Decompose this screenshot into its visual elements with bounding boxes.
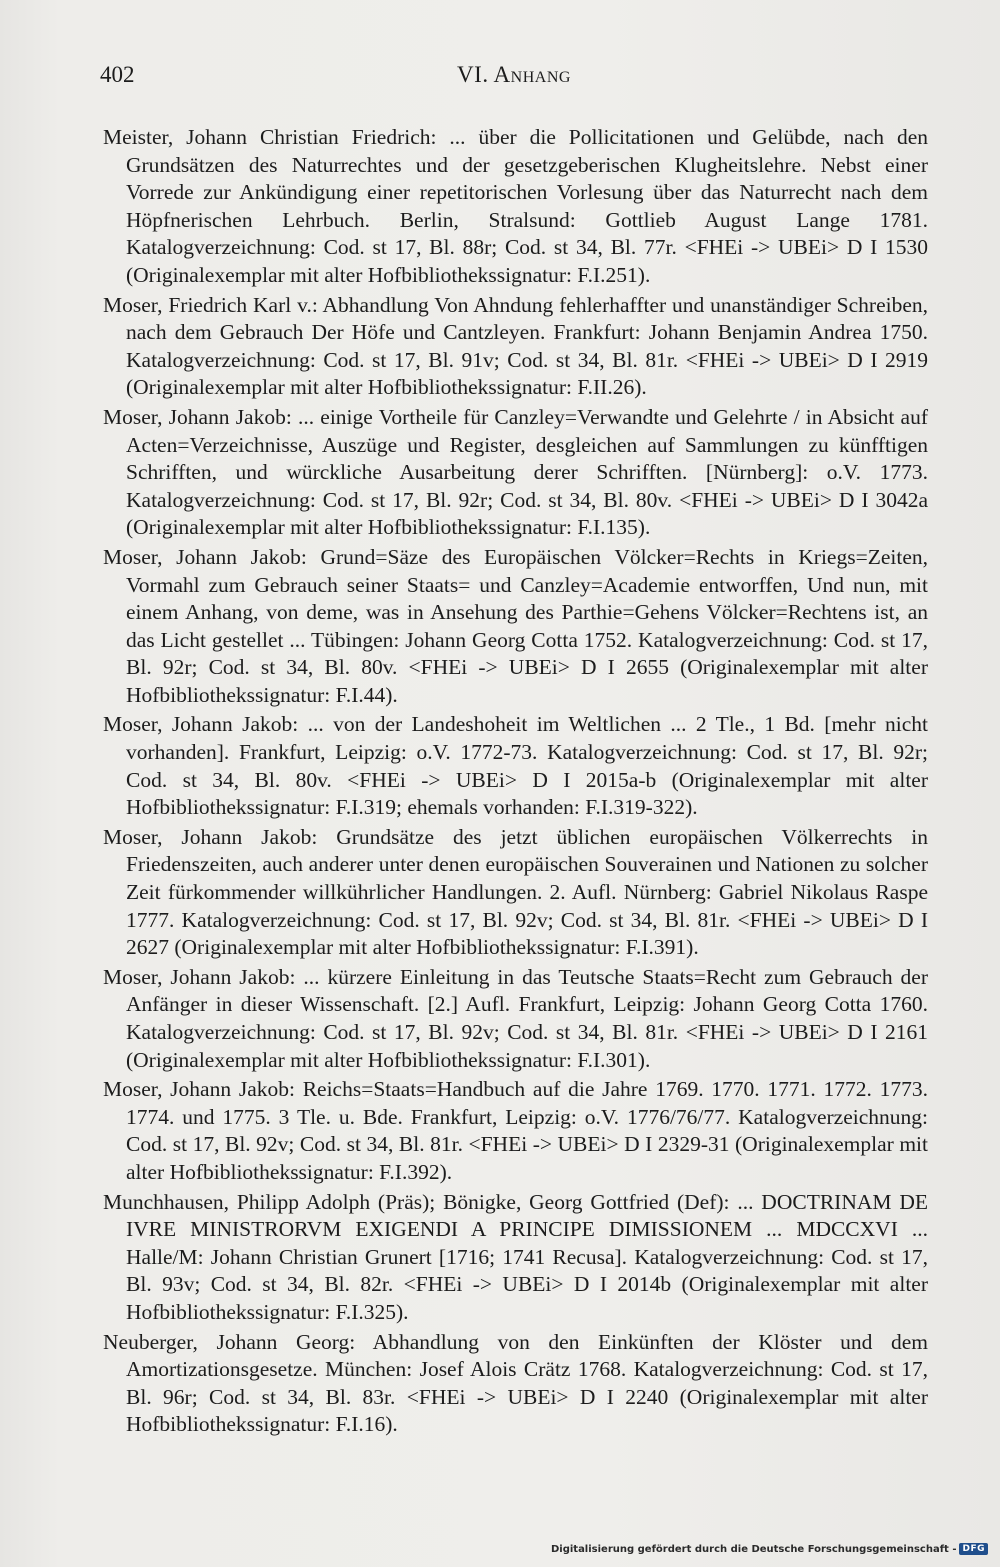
bibliography-list (103, 124, 928, 1441)
bibliography-entry: Moser, Johann Jakob: ... von der Landeshoheit im Weltlichen ... 2 Tle., 1 Bd. [mehr nicht vorhanden]. Frankfurt, Leipzig: o.V. 1772-73. Katalogverzeichnung: Cod. st 17, Bl. 92r; Cod. st 34, Bl. 80v. <FHEi -> UBEi> D I 2015a-b (Originalexemplar mit alter Hofbibliothekssignatur: F.I.319; ehemals vorhanden: F.I.319-322). (103, 712, 928, 820)
bibliography-entry: Moser, Johann Jakob: Grund=Säze des Europäischen Völcker=Rechts in Kriegs=Zeiten, Vormahl zum Gebrauch seiner Staats= und Canzley=Academie entworffen, Und nun, mit einem Anhang, von deme, was in Ansehung des Parthie=Gehens Völcker=Rechtens ist, an das Licht gestellet ... Tübingen: Johann Georg Cotta 1752. Katalogverzeichnung: Cod. st 17, Bl. 92r; Cod. st 34, Bl. 80v. <FHEi -> UBEi> D I 2655 (Originalexemplar mit alter Hofbibliothekssignatur: F.I.44). (103, 544, 928, 707)
bibliography-entry: Neuberger, Johann Georg: Abhandlung von den Einkünften der Klöster und dem Amortizationsgesetze. München: Josef Alois Crätz 1768. Katalogverzeichnung: Cod. st 17, Bl. 96r; Cod. st 34, Bl. 83r. <FHEi -> UBEi> D I 2240 (Originalexemplar mit alter Hofbibliothekssignatur: F.I.16). (103, 1329, 928, 1437)
bibliography-entry: Moser, Johann Jakob: Reichs=Staats=Handbuch auf die Jahre 1769. 1770. 1771. 1772. 1773. 1774. und 1775. 3 Tle. u. Bde. Frankfurt, Leipzig: o.V. 1776/76/77. Katalogverzeichnung: Cod. st 17, Bl. 92v; Cod. st 34, Bl. 81r. <FHEi -> UBEi> D I 2329-31 (Originalexemplar mit alter Hofbibliothekssignatur: F.I.392). (103, 1077, 928, 1184)
bibliography-entry: Moser, Friedrich Karl v.: Abhandlung Von Ahndung fehlerhaffter und unanständiger Schreiben, nach dem Gebrauch Der Höfe und Cantzleyen. Frankfurt: Johann Benjamin Andrea 1750. Katalogverzeichnung: Cod. st 17, Bl. 91v; Cod. st 34, Bl. 81r. <FHEi -> UBEi> D I 2919 (Originalexemplar mit alter Hofbibliothekssignatur: F.II.26). (103, 292, 928, 400)
bibliography-entry: Meister, Johann Christian Friedrich: ... über die Pollicitationen und Gelübde, nach den Grundsätzen des Naturrechtes und der gesetzgeberischen Klugheitslehre. Nebst einer Vorrede zur Ankündigung einer repetitorischen Vorlesung über das Naturrecht nach dem Höpfnerischen Lehrbuch. Berlin, Stralsund: Gottlieb August Lange 1781. Katalogverzeichnung: Cod. st 17, Bl. 88r; Cod. st 34, Bl. 77r. <FHEi -> UBEi> D I 1530 (Originalexemplar mit alter Hofbibliothekssignatur: F.I.251). (103, 125, 928, 287)
page-header (100, 62, 928, 96)
bibliography-entry: Moser, Johann Jakob: ... kürzere Einleitung in das Teutsche Staats=Recht zum Gebrauch der Anfänger in dieser Wissenschaft. [2.] Aufl. Frankfurt, Leipzig: Johann Georg Cotta 1760. Katalogverzeichnung: Cod. st 17, Bl. 92v; Cod. st 34, Bl. 81r. <FHEi -> UBEi> D I 2161 (Originalexemplar mit alter Hofbibliothekssignatur: F.I.301). (103, 964, 928, 1072)
credit-text: Digitalisierung gefördert durch die Deutsche Forschungsgemeinschaft - (550, 1543, 957, 1555)
running-title: VI. Anhang (457, 62, 571, 87)
bibliography-entry: Munchhausen, Philipp Adolph (Präs); Bönigke, Georg Gottfried (Def): ... DOCTRINAM DE IVRE MINISTRORVM EXIGENDI A PRINCIPE DIMISSIONEM ... MDCCXVI ... Halle/M: Johann Christian Grunert [1716; 1741 Recusa]. Katalogverzeichnung: Cod. st 17, Bl. 93v; Cod. st 34, Bl. 82r. <FHEi -> UBEi> D I 2014b (Originalexemplar mit alter Hofbibliothekssignatur: F.I.325). (103, 1189, 928, 1324)
dfg-logo-icon: DFG (959, 1543, 988, 1555)
bibliography-entry: Moser, Johann Jakob: ... einige Vortheile für Canzley=Verwandte und Gelehrte / in Absicht auf Acten=Verzeichnisse, Auszüge und Register, desgleichen auf Sammlungen zu künfftigen Schrifften, und würckliche Ausarbeitung derer Schrifften. [Nürnberg]: o.V. 1773. Katalogverzeichnung: Cod. st 17, Bl. 92r; Cod. st 34, Bl. 80v. <FHEi -> UBEi> D I 3042a (Originalexemplar mit alter Hofbibliothekssignatur: F.I.135). (103, 404, 928, 540)
digitization-credit (551, 1541, 988, 1557)
bibliography-entry: Moser, Johann Jakob: Grundsätze des jetzt üblichen europäischen Völkerrechts in Friedenszeiten, auch anderer unter denen europäischen Souverainen und Nationen zu solcher Zeit fürkommender willkührlicher Handlungen. 2. Aufl. Nürnberg: Gabriel Nikolaus Raspe 1777. Katalogverzeichnung: Cod. st 17, Bl. 92v; Cod. st 34, Bl. 81r. <FHEi -> UBEi> D I 2627 (Originalexemplar mit alter Hofbibliothekssignatur: F.I.391). (103, 824, 928, 960)
page-number: 402 (100, 62, 135, 87)
